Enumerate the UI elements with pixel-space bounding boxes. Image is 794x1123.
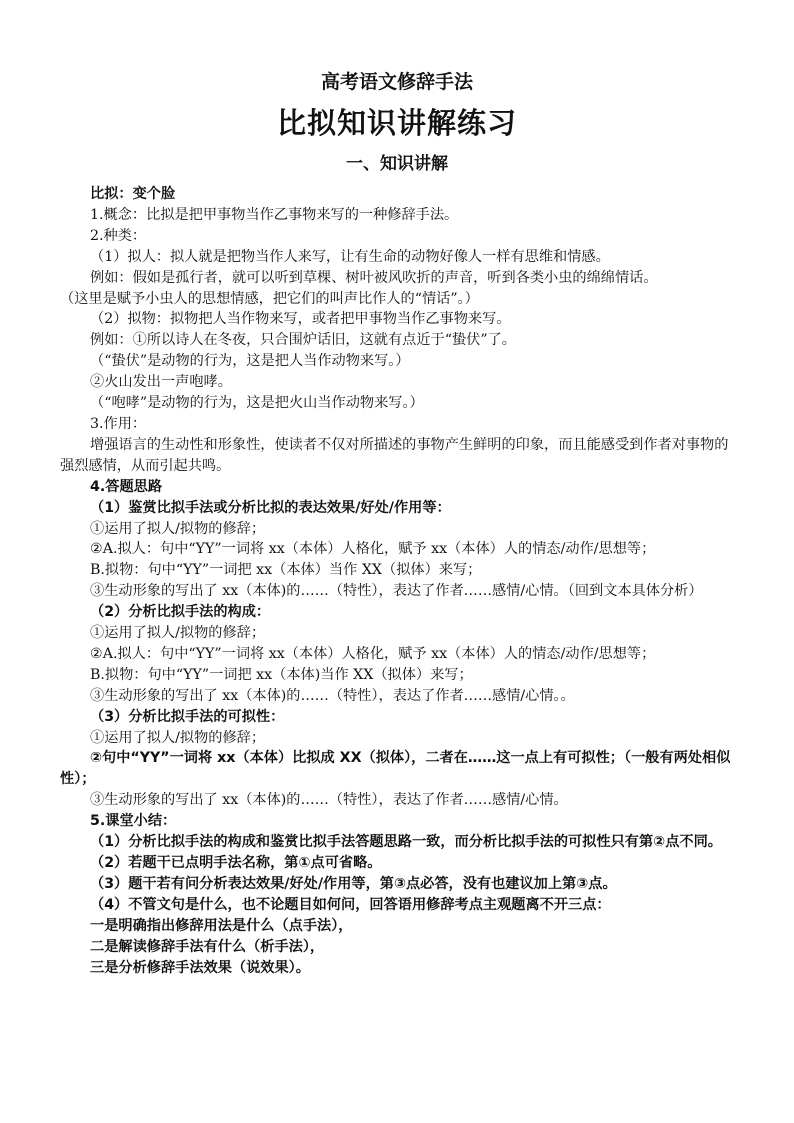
body-line: ②A.拟人：句中“YY”一词将 xx（本体）人格化，赋予 xx（本体）人的情态/动作/思想等； xyxy=(90,645,656,662)
summary-paragraph: （1）分析比拟手法的构成和鉴赏比拟手法答题思路一致，而分析比拟手法的可拟性只有第②点不同。 xyxy=(90,834,722,851)
document-body xyxy=(60,184,736,978)
body-line: ②A.拟人：句中“YY”一词将 xx（本体）人格化，赋予 xx（本体）人的情态/动作/思想等； xyxy=(90,541,656,558)
body-line: 1.概念：比拟是把甲事物当作乙事物来写的一种修辞手法。 xyxy=(90,206,459,223)
body-line: 3.作用： xyxy=(90,415,147,432)
document-title: 比拟知识讲解练习 xyxy=(276,106,517,140)
summary-line: （3）题干若有问分析表达效果/好处/作用等，第③点必答，没有也建议加上第③点。 xyxy=(90,875,617,892)
subsection-heading: （3）分析比拟手法的可拟性： xyxy=(90,708,285,725)
subsection-heading: （2）分析比拟手法的构成： xyxy=(90,604,271,621)
body-line: （1）拟人：拟人就是把物当作人来写，让有生命的动物好像人一样有思维和情感。 xyxy=(90,248,610,265)
example-line: ②火山发出一声咆哮。 xyxy=(90,374,232,391)
body-paragraph: ②句中“YY”一词将 xx（本体）比拟成 XX（拟体），二者在……这一点上有可拟性；（一般有两处相似性）； xyxy=(60,750,731,788)
body-line: （“蛰伏”是动物的行为，这是把人当作动物来写。） xyxy=(90,353,410,370)
body-line: ①运用了拟人/拟物的修辞； xyxy=(90,520,266,537)
body-line: ①运用了拟人/拟物的修辞； xyxy=(90,729,266,746)
example-line: 例如：①所以诗人在冬夜，只合围炉话旧，这就有点近于“蛰伏”了。 xyxy=(90,332,516,349)
body-line: B.拟物：句中“YY”一词把 xx（本体)当作 XX（拟体）来写； xyxy=(90,666,473,683)
subsection-heading: （1）鉴赏比拟手法或分析比拟的表达效果/好处/作用等： xyxy=(90,499,451,516)
section-heading: 一、知识讲解 xyxy=(346,154,448,174)
body-line: （2）拟物：拟物把人当作物来写，或者把甲事物当作乙事物来写。 xyxy=(90,311,511,328)
body-paragraph: ③生动形象的写出了 xx（本体)的……（特性），表达了作者……感情/心情。（回到文本具体分析） xyxy=(90,583,703,600)
summary-line: （2）若题干已点明手法名称，第①点可省略。 xyxy=(90,855,382,871)
example-line: 例如：假如是孤行者，就可以听到草棵、树叶被风吹折的声音，听到各类小虫的绵绵情话。 xyxy=(90,269,658,286)
body-line: ③生动形象的写出了 xx（本体)的……（特性），表达了作者……感情/心情。 xyxy=(90,792,568,809)
body-line: （“咆哮”是动物的行为，这是把火山当作动物来写。） xyxy=(90,395,424,412)
body-line: （这里是赋予小虫人的思想情感，把它们的叫声比作人的“情话”。） xyxy=(60,290,479,307)
body-line: ①运用了拟人/拟物的修辞； xyxy=(90,625,266,642)
body-line: ③生动形象的写出了 xx（本体)的……（特性），表达了作者……感情/心情。。 xyxy=(90,687,575,704)
summary-line: （4）不管文句是什么，也不论题目如何问，回答语用修辞考点主观题离不开三点： xyxy=(90,896,611,913)
body-line: 2.种类： xyxy=(90,227,147,244)
body-paragraph: 增强语言的生动性和形象性，使读者不仅对所描述的事物产生鲜明的印象，而且能感受到作者对事物的强烈感情，从而引起共鸣。 xyxy=(60,436,729,474)
summary-line: 二是解读修辞手法有什么（析手法）， xyxy=(90,938,325,955)
document-subject: 高考语文修辞手法 xyxy=(320,71,473,93)
topic-heading: 比拟：变个脸 xyxy=(90,186,176,202)
subsection-heading: 5.课堂小结： xyxy=(90,813,177,830)
summary-line: 一是明确指出修辞用法是什么（点手法）， xyxy=(90,917,353,934)
body-line: B.拟物：句中“YY”一词把 xx（本体）当作 XX（拟体）来写； xyxy=(90,562,482,579)
subsection-heading: 4.答题思路 xyxy=(90,478,163,495)
summary-line: 三是分析修辞手法效果（说效果）。 xyxy=(90,959,310,976)
